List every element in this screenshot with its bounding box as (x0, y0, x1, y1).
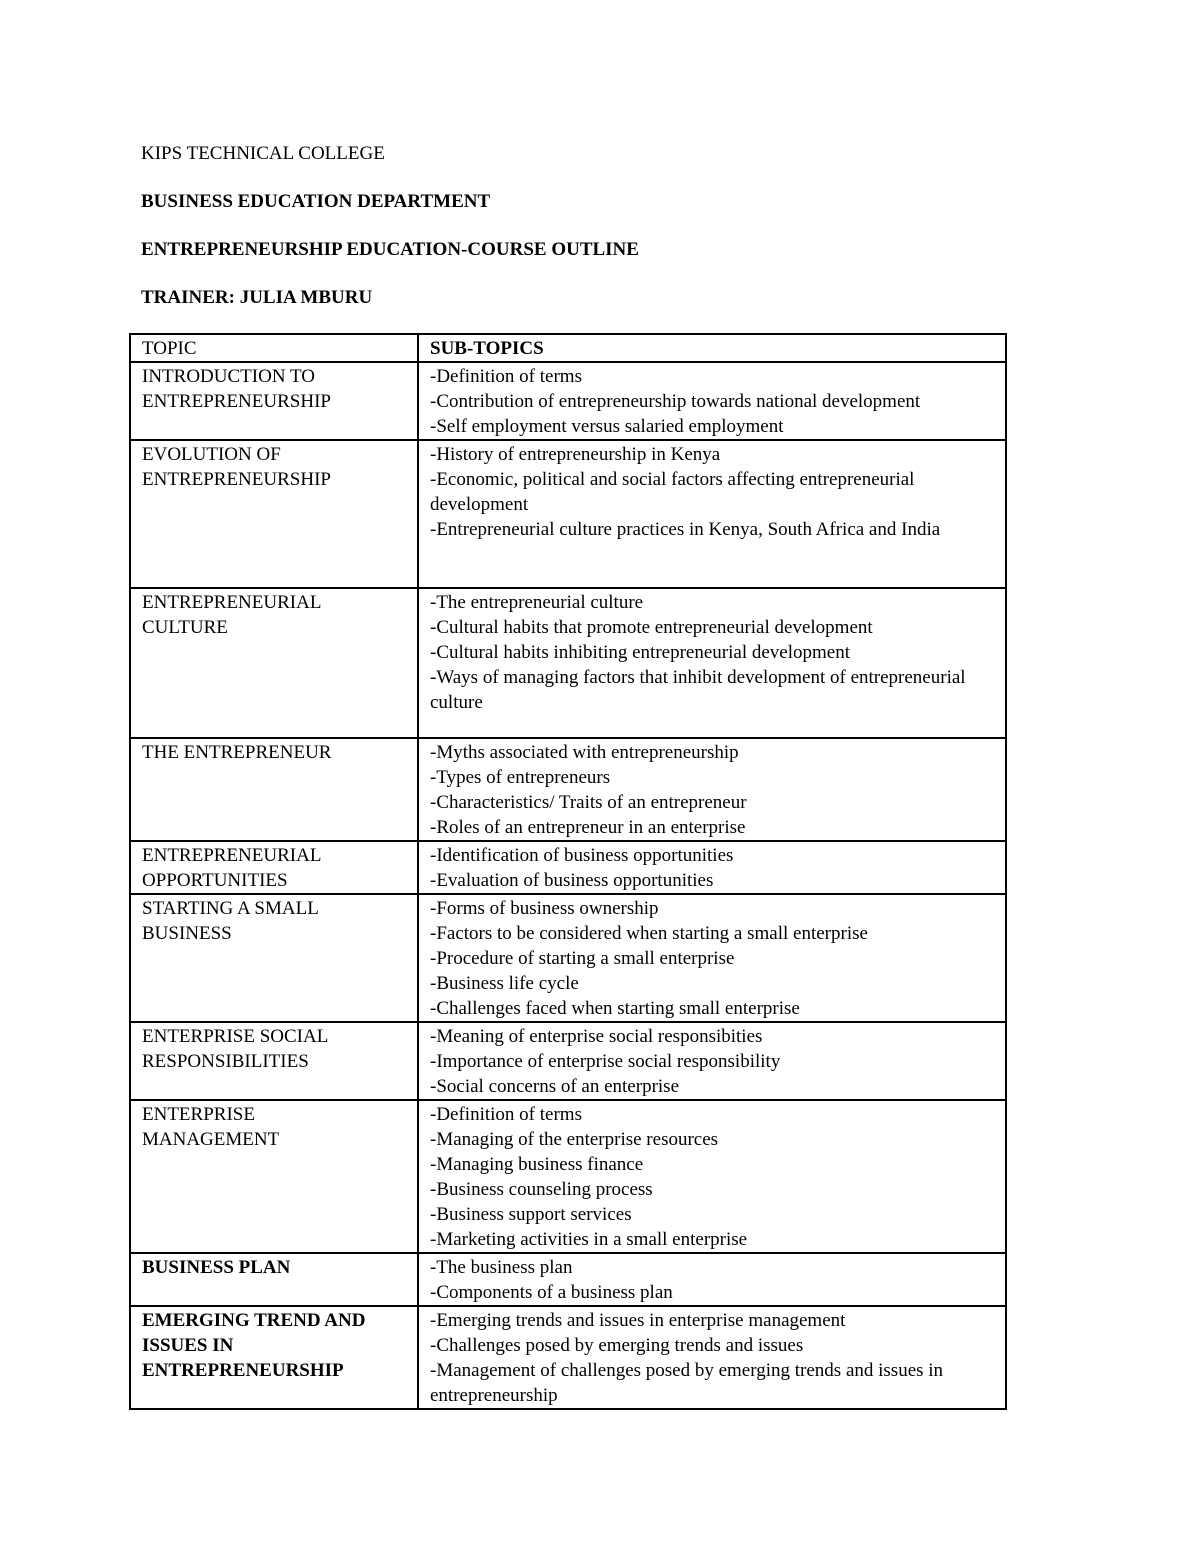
subtopic-item: -The entrepreneurial culture (430, 592, 644, 613)
topic-cell (130, 588, 418, 738)
table-row (130, 1100, 1006, 1253)
topic-cell (130, 894, 418, 1022)
college-name: KIPS TECHNICAL COLLEGE (141, 143, 385, 164)
table-row (130, 362, 1006, 440)
subtopic-item: -Cultural habits that promote entrepreneurial development (430, 617, 873, 638)
subtopic-item: -Challenges faced when starting small enterprise (430, 998, 800, 1019)
topic-label: ENTERPRISE SOCIAL RESPONSIBILITIES (142, 1026, 329, 1072)
subtopic-item: -Marketing activities in a small enterprise (430, 1229, 748, 1250)
subtopic-item: -Forms of business ownership (430, 898, 659, 919)
subtopic-item: -Cultural habits inhibiting entrepreneurial development (430, 642, 850, 663)
subtopic-item: -Business counseling process (430, 1179, 653, 1200)
subtopic-item: -Self employment versus salaried employment (430, 416, 784, 437)
topic-cell (130, 1100, 418, 1253)
subtopic-item: -Managing of the enterprise resources (430, 1129, 719, 1150)
trainer-name: TRAINER: JULIA MBURU (141, 287, 373, 308)
table-row (130, 1022, 1006, 1100)
table-row (130, 894, 1006, 1022)
subtopic-item: -Meaning of enterprise social responsibities (430, 1026, 763, 1047)
topic-cell (130, 1022, 418, 1100)
topic-label: INTRODUCTION TO ENTREPRENEURSHIP (142, 366, 331, 412)
table-row (130, 738, 1006, 841)
table-header-row (130, 334, 1006, 362)
subtopics-cell (418, 1022, 1006, 1100)
subtopic-item: -Business life cycle (430, 973, 579, 994)
department-title: BUSINESS EDUCATION DEPARTMENT (141, 191, 491, 212)
topic-label: ENTREPRENEURIAL CULTURE (142, 592, 322, 638)
topic-label: STARTING A SMALL BUSINESS (142, 898, 319, 944)
topic-label: ENTREPRENEURIAL OPPORTUNITIES (142, 845, 322, 891)
subtopic-item: -Types of entrepreneurs (430, 767, 611, 788)
subtopic-item: -Myths associated with entrepreneurship (430, 742, 739, 763)
subtopics-cell (418, 894, 1006, 1022)
subtopic-item: -Definition of terms (430, 1104, 582, 1125)
subtopic-item: -Evaluation of business opportunities (430, 870, 714, 891)
subtopic-item: -Contribution of entrepreneurship towards national development (430, 391, 921, 412)
topic-label: ENTERPRISE MANAGEMENT (142, 1104, 280, 1150)
subtopic-item: -The business plan (430, 1257, 573, 1278)
topic-label: BUSINESS PLAN (142, 1257, 291, 1278)
subtopic-item: -Factors to be considered when starting a small enterprise (430, 923, 868, 944)
subtopic-item: -Importance of enterprise social responsibility (430, 1051, 781, 1072)
subtopic-item: -Components of a business plan (430, 1282, 673, 1303)
subtopic-item: -Roles of an entrepreneur in an enterprise (430, 817, 746, 838)
topic-cell (130, 841, 418, 894)
subtopic-item: -Entrepreneurial culture practices in Kenya, South Africa and India (430, 519, 941, 540)
subtopics-cell (418, 841, 1006, 894)
course-title: ENTREPRENEURSHIP EDUCATION-COURSE OUTLINE (141, 239, 639, 260)
subtopic-item: -Social concerns of an enterprise (430, 1076, 680, 1097)
subtopic-item: -Business support services (430, 1204, 632, 1225)
subtopics-cell (418, 738, 1006, 841)
subtopics-cell (418, 1100, 1006, 1253)
subtopic-item: -Management of challenges posed by emerging trends and issues in entrepreneurship (430, 1360, 944, 1406)
subtopic-item: -Procedure of starting a small enterprise (430, 948, 735, 969)
subtopics-cell (418, 588, 1006, 738)
topic-label: THE ENTREPRENEUR (142, 742, 332, 763)
topic-cell (130, 440, 418, 588)
topic-cell (130, 1306, 418, 1409)
topic-cell (130, 1253, 418, 1306)
subtopic-item: -Definition of terms (430, 366, 582, 387)
subtopic-item: -History of entrepreneurship in Kenya (430, 444, 721, 465)
topic-cell (130, 738, 418, 841)
topic-label: EVOLUTION OF ENTREPRENEURSHIP (142, 444, 331, 490)
table-row (130, 841, 1006, 894)
subtopic-item: -Challenges posed by emerging trends and issues (430, 1335, 804, 1356)
subtopic-item: -Economic, political and social factors affecting entrepreneurial development (430, 469, 915, 515)
subtopic-item: -Emerging trends and issues in enterprise management (430, 1310, 846, 1331)
subtopic-item: -Identification of business opportunities (430, 845, 734, 866)
table-row (130, 440, 1006, 588)
table-row (130, 1306, 1006, 1409)
subtopics-cell (418, 362, 1006, 440)
course-outline-table (129, 333, 1007, 1410)
topic-cell (130, 362, 418, 440)
subtopic-item: -Characteristics/ Traits of an entrepreneur (430, 792, 747, 813)
subtopics-cell (418, 1306, 1006, 1409)
table-row (130, 1253, 1006, 1306)
course-outline-body (130, 334, 1006, 1409)
subtopics-cell (418, 440, 1006, 588)
subtopic-item: -Managing business finance (430, 1154, 644, 1175)
subtopics-cell (418, 1253, 1006, 1306)
topic-header: TOPIC (130, 334, 418, 362)
subtopic-item: -Ways of managing factors that inhibit development of entrepreneurial culture (430, 667, 966, 713)
table-row (130, 588, 1006, 738)
subtopics-header: SUB-TOPICS (418, 334, 1006, 362)
topic-label: EMERGING TREND AND ISSUES IN ENTREPRENEURSHIP (142, 1310, 366, 1381)
